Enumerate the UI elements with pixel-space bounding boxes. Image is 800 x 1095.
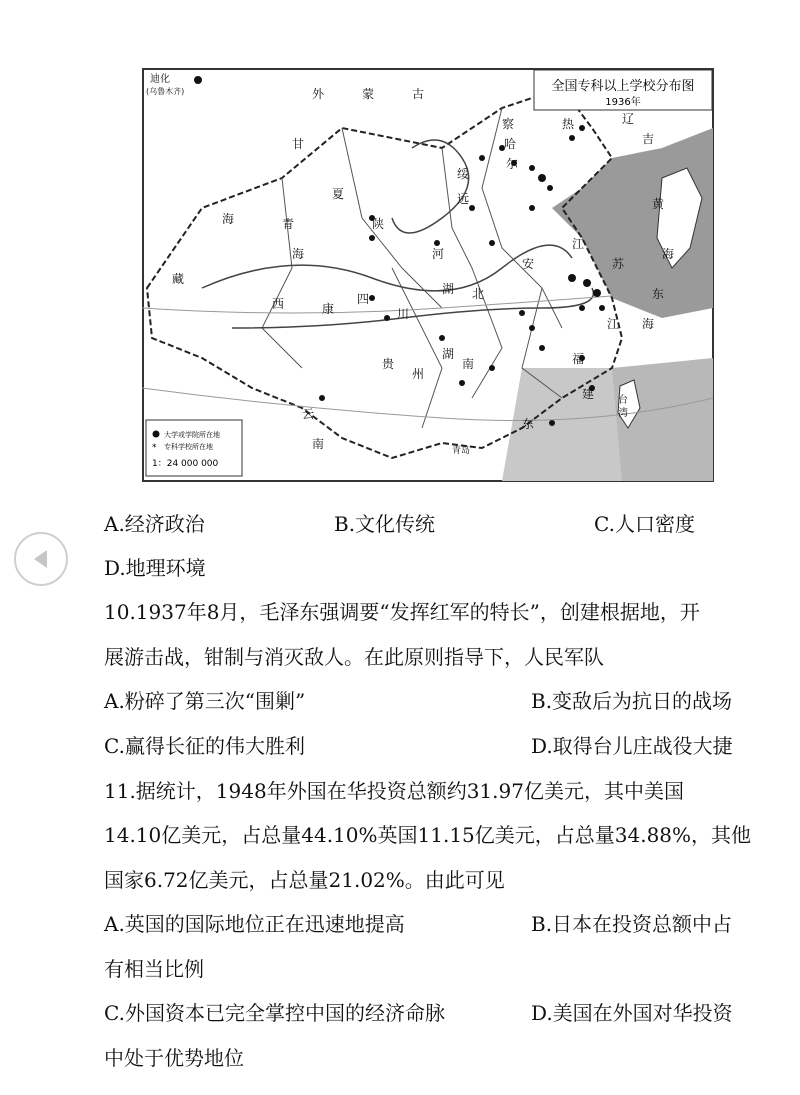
label-hai3: 海 xyxy=(642,317,655,331)
label-kang: 康 xyxy=(322,302,335,316)
school-distribution-map xyxy=(142,68,714,482)
q11-option-d-cont: 中处于优势地位 xyxy=(104,1046,244,1070)
label-cha: 察 xyxy=(502,117,515,131)
label-zang: 藏 xyxy=(172,272,185,286)
map-svg xyxy=(142,68,714,482)
label-urumqi: (乌鲁木齐) xyxy=(146,87,185,96)
label-yuan: 远 xyxy=(457,192,470,206)
q9-option-c[interactable]: C.人口密度 xyxy=(594,512,695,536)
label-gui: 贵 xyxy=(382,357,395,371)
label-huang: 黄 xyxy=(652,197,665,211)
q9-option-a[interactable]: A.经济政治 xyxy=(104,512,205,536)
map-year: 1936年 xyxy=(605,97,641,108)
label-an: 安 xyxy=(522,257,535,271)
label-tai: 台 xyxy=(618,395,628,406)
label-chuan: 川 xyxy=(397,307,410,321)
q10-option-b[interactable]: B.变敌后为抗日的战场 xyxy=(531,689,733,713)
q9-option-b[interactable]: B.文化传统 xyxy=(334,512,436,536)
label-hu2: 湖 xyxy=(442,347,455,361)
label-jiang1: 江 xyxy=(572,237,585,251)
legend-university: 大学或学院所在地 xyxy=(164,431,220,439)
label-gu: 古 xyxy=(412,87,425,101)
label-bei: 北 xyxy=(472,287,485,301)
label-hai: 海 xyxy=(292,247,305,261)
label-meng: 蒙 xyxy=(362,87,375,101)
label-xi2: 西 xyxy=(272,297,285,311)
q9-option-d[interactable]: D.地理环境 xyxy=(104,556,206,580)
label-re: 热 xyxy=(562,117,575,131)
q11-stem-line2: 14.10亿美元，占总量44.10%英国11.15亿美元，占总量34.88%，其他 xyxy=(104,823,752,847)
label-si: 四 xyxy=(357,292,370,306)
q11-option-d[interactable]: D.美国在外国对华投资 xyxy=(531,1001,733,1025)
label-yun: 云 xyxy=(302,407,315,421)
q10-stem-line2: 展游击战，钳制与消灭敌人。在此原则指导下，人民军队 xyxy=(104,645,604,669)
q11-stem-line3: 国家6.72亿美元，占总量21.02%。由此可见 xyxy=(104,868,505,892)
label-shaan: 陕 xyxy=(372,217,385,231)
dot-icon xyxy=(153,431,160,438)
legend-scale: 1：24 000 000 xyxy=(152,459,219,469)
q11-stem-line1: 11.据统计，1948年外国在华投资总额约31.97亿美元，其中美国 xyxy=(104,779,684,803)
label-donghai: 东 xyxy=(652,287,665,301)
label-gan: 甘 xyxy=(292,137,305,151)
q11-option-b[interactable]: B.日本在投资总额中占 xyxy=(531,912,733,936)
label-jiang2: 江 xyxy=(607,317,620,331)
label-he: 河 xyxy=(432,247,445,261)
label-xia: 夏 xyxy=(332,187,345,201)
label-ji: 吉 xyxy=(642,132,655,146)
q10-option-a[interactable]: A.粉碎了第三次“围剿” xyxy=(104,689,306,713)
label-dong: 东 xyxy=(522,417,535,431)
q10-stem-line1: 10.1937年8月，毛泽东强调要“发挥红军的特长”，创建根据地，开 xyxy=(104,600,700,624)
label-hai2: 海 xyxy=(662,247,675,261)
label-nan2: 南 xyxy=(312,437,325,451)
back-button[interactable] xyxy=(14,532,68,586)
label-ha: 哈 xyxy=(504,137,517,151)
q11-option-c[interactable]: C.外国资本已完全掌控中国的经济命脉 xyxy=(104,1001,445,1025)
q10-option-c[interactable]: C.赢得长征的伟大胜利 xyxy=(104,734,305,758)
label-hu: 湖 xyxy=(442,282,455,296)
label-liao: 辽 xyxy=(622,112,635,126)
star-icon: * xyxy=(152,443,157,453)
label-xi1: 海 xyxy=(222,212,235,226)
label-xianggang: 青岛 xyxy=(452,446,471,456)
legend-college: 专科学校所在地 xyxy=(164,443,213,451)
label-fu: 福 xyxy=(572,352,585,366)
label-sui: 绥 xyxy=(457,167,470,181)
map-title: 全国专科以上学校分布图 xyxy=(551,79,695,94)
label-zhou: 州 xyxy=(412,367,425,381)
label-dihua: 迪化 xyxy=(150,74,170,85)
q11-option-b-cont: 有相当比例 xyxy=(104,957,204,981)
q11-option-a[interactable]: A.英国的国际地位正在迅速地提高 xyxy=(104,912,405,936)
q10-option-d[interactable]: D.取得台儿庄战役大捷 xyxy=(531,734,733,758)
label-wan: 湾 xyxy=(618,408,628,419)
label-su: 苏 xyxy=(612,257,625,271)
label-jian: 建 xyxy=(582,387,595,401)
label-nan: 南 xyxy=(462,357,475,371)
label-er: 尔 xyxy=(506,157,519,171)
label-wai: 外 xyxy=(312,87,325,101)
left-triangle-icon xyxy=(16,534,66,584)
label-qing: 青 xyxy=(282,217,295,231)
